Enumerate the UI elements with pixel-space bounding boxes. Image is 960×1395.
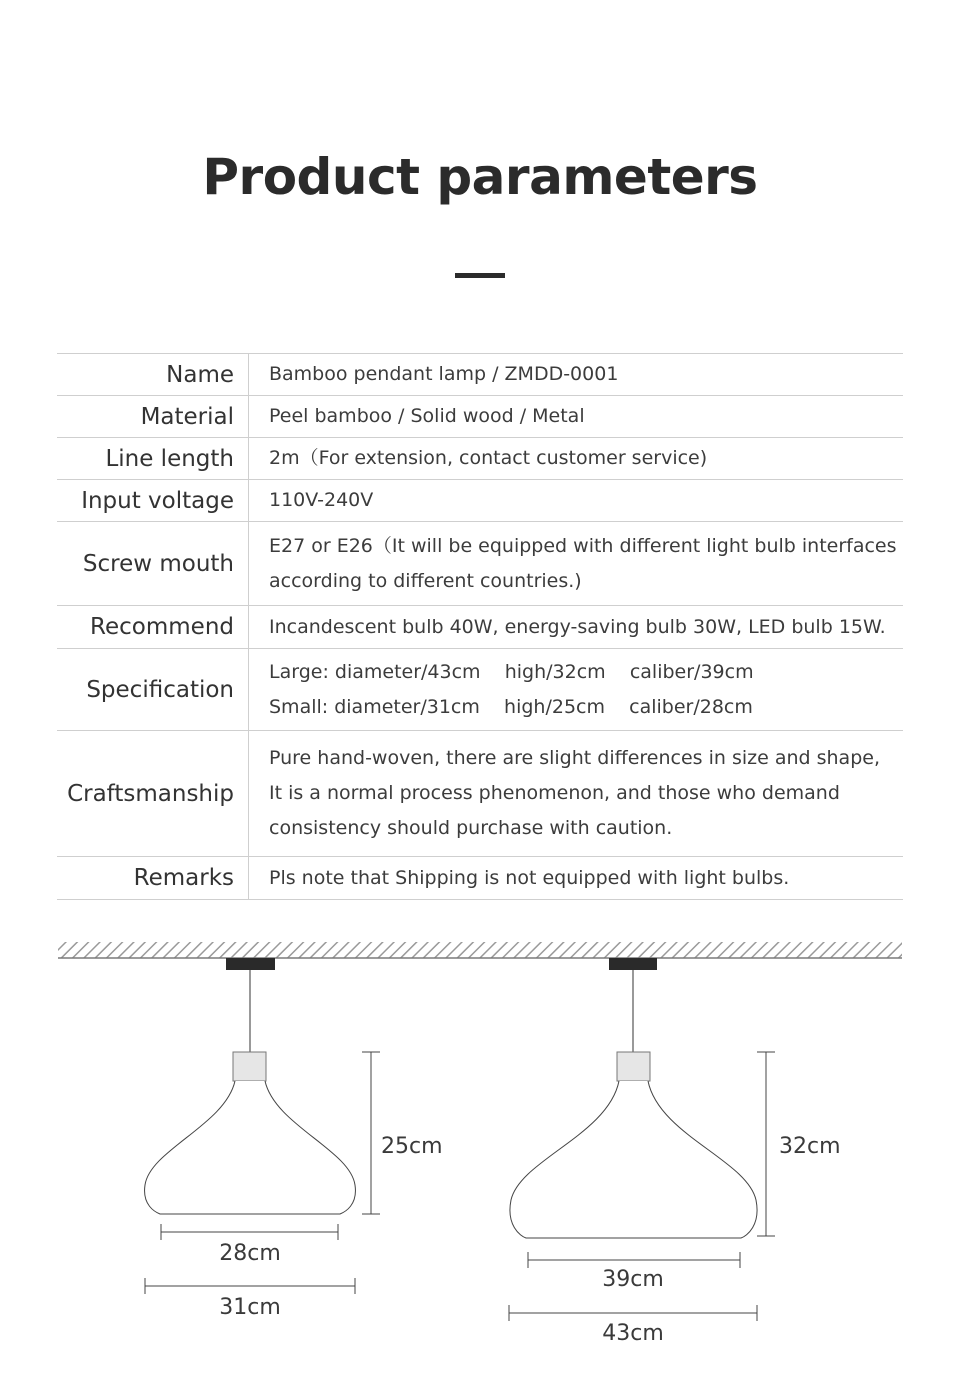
param-value-line: Peel bamboo / Solid wood / Metal bbox=[269, 405, 585, 427]
param-value-line: Bamboo pendant lamp / ZMDD-0001 bbox=[269, 363, 619, 385]
height-label: 32cm bbox=[779, 1134, 841, 1159]
height-label: 25cm bbox=[381, 1134, 443, 1159]
param-value-remarks bbox=[249, 857, 904, 900]
param-value-line: according to different countries.) bbox=[269, 569, 582, 592]
param-label-remarks: Remarks bbox=[57, 857, 249, 900]
parameters-table bbox=[57, 353, 903, 900]
table-row bbox=[57, 649, 903, 731]
param-label-recommend: Recommend bbox=[57, 606, 249, 649]
dimension-diagram bbox=[0, 930, 960, 1370]
param-label-craftsmanship: Craftsmanship bbox=[57, 731, 249, 857]
ceiling bbox=[58, 942, 902, 958]
small-lamp bbox=[145, 958, 443, 1320]
param-value-line: Pure hand-woven, there are slight differences in size and shape, bbox=[269, 747, 880, 769]
table-row bbox=[57, 731, 903, 857]
param-value-screw-mouth bbox=[249, 522, 904, 606]
param-value-line: 110V-240V bbox=[269, 489, 374, 511]
table-row bbox=[57, 606, 903, 649]
param-value-line: Incandescent bulb 40W, energy-saving bulb 30W, LED bulb 15W. bbox=[269, 615, 886, 638]
diameter-label: 43cm bbox=[602, 1321, 664, 1346]
param-label-screw-mouth: Screw mouth bbox=[57, 522, 249, 606]
param-value-line-length bbox=[249, 438, 904, 480]
param-label-input-voltage: Input voltage bbox=[57, 480, 249, 522]
lamp-shade bbox=[145, 1081, 356, 1214]
table-row bbox=[57, 522, 903, 606]
param-value-material bbox=[249, 396, 904, 438]
param-label-material: Material bbox=[57, 396, 249, 438]
param-value-name bbox=[249, 354, 904, 396]
param-value-craftsmanship bbox=[249, 731, 904, 857]
caliber-label: 28cm bbox=[219, 1241, 281, 1266]
param-value-line: Large: diameter/43cm high/32cm caliber/39cm bbox=[269, 660, 754, 683]
param-value-line: It is a normal process phenomenon, and those who demand bbox=[269, 782, 840, 804]
caliber-dimension bbox=[161, 1224, 338, 1240]
param-value-line: Small: diameter/31cm high/25cm caliber/28cm bbox=[269, 695, 753, 718]
title-underline bbox=[455, 273, 505, 278]
diameter-dimension bbox=[509, 1305, 757, 1321]
height-dimension bbox=[362, 1052, 380, 1214]
param-label-name: Name bbox=[57, 354, 249, 396]
param-value-recommend bbox=[249, 606, 904, 649]
param-value-line: consistency should purchase with caution. bbox=[269, 817, 673, 839]
lamp-shade bbox=[510, 1081, 757, 1238]
table-row bbox=[57, 354, 903, 396]
height-dimension bbox=[757, 1052, 775, 1236]
param-value-line: E27 or E26（It will be equipped with different light bulb interfaces bbox=[269, 534, 897, 557]
param-value-line: Pls note that Shipping is not equipped with light bulbs. bbox=[269, 866, 790, 889]
large-lamp bbox=[509, 958, 841, 1346]
param-label-line-length: Line length bbox=[57, 438, 249, 480]
table-row bbox=[57, 480, 903, 522]
diameter-dimension bbox=[145, 1278, 355, 1294]
param-value-line: 2m（For extension, contact customer service) bbox=[269, 447, 708, 469]
lamp-socket bbox=[617, 1052, 650, 1081]
param-value-specification bbox=[249, 649, 904, 731]
param-label-specification: Specification bbox=[57, 649, 249, 731]
caliber-dimension bbox=[528, 1252, 740, 1268]
ceiling-canopy bbox=[226, 958, 275, 970]
ceiling-canopy bbox=[609, 958, 657, 970]
table-row bbox=[57, 396, 903, 438]
lamp-socket bbox=[233, 1052, 266, 1081]
table-row bbox=[57, 438, 903, 480]
diameter-label: 31cm bbox=[219, 1295, 281, 1320]
caliber-label: 39cm bbox=[602, 1267, 664, 1292]
table-row bbox=[57, 857, 903, 900]
page-title: Product parameters bbox=[202, 148, 758, 206]
param-value-input-voltage bbox=[249, 480, 904, 522]
